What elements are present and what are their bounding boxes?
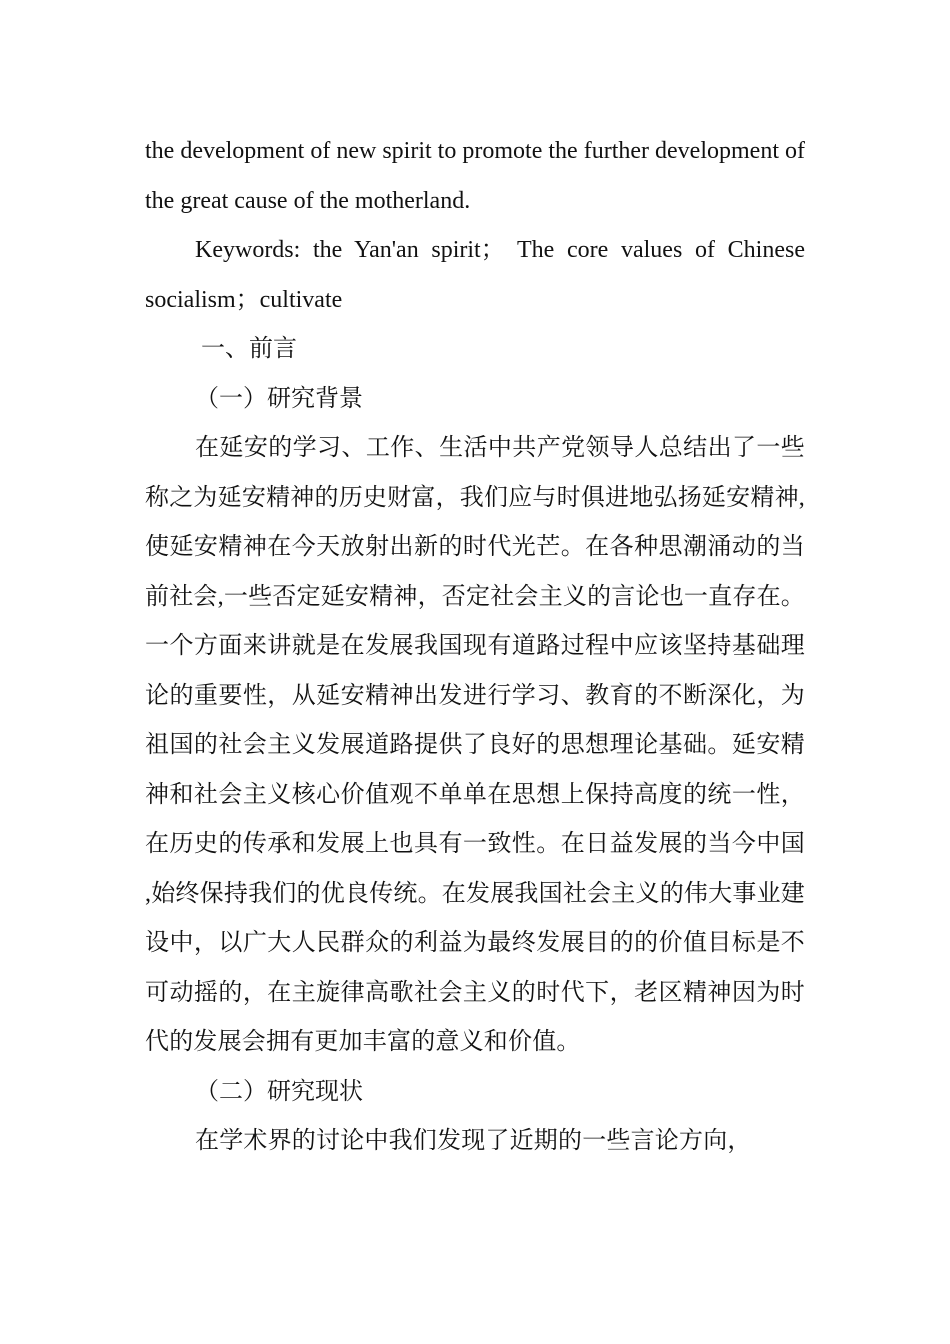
subheading-research-background: （一）研究背景 — [195, 385, 363, 412]
subheading-research-status: （二）研究现状 — [195, 1078, 363, 1105]
section-heading-introduction: 一、前言 — [201, 336, 297, 362]
abstract-closing-text: the development of new spirit to promote the further development of the great cause of the motherland. — [145, 138, 805, 214]
paragraph-research-status: 在学术界的讨论中我们发现了近期的一些言论方向， — [195, 1128, 752, 1154]
keywords-line: Keywords: the Yan'an spirit； The core values of Chinese socialism；cultivate — [145, 237, 805, 313]
document-body — [145, 127, 805, 1167]
paragraph-research-background: 在延安的学习、工作、生活中共产党领导人总结出了一些称之为延安精神的历史财富，我们应与时俱进地弘扬延安精神,使延安精神在今天放射出新的时代光芒。在各种思潮涌动的当前社会,一些否定延安精神，否定社会主义的言论也一直存在。一个方面来讲就是在发展我国现有道路过程中应该坚持基础理论的重要性，从延安精神出发进行学习、教育的不断深化，为祖国的社会主义发展道路提供了良好的思想理论基础。延安精神和社会主义核心价值观不单单在思想上保持高度的统一性，在历史的传承和发展上也具有一致性。在日益发展的当今中国 ,始终保持我们的优良传统。在发展我国社会主义的伟大事业建设中，以广大人民群众的利益为最终发展目的的价值目标是不可动摇的，在主旋律高歌社会主义的时代下，老区精神因为时代的发展会拥有更加丰富的意义和价值。 — [145, 435, 805, 1055]
